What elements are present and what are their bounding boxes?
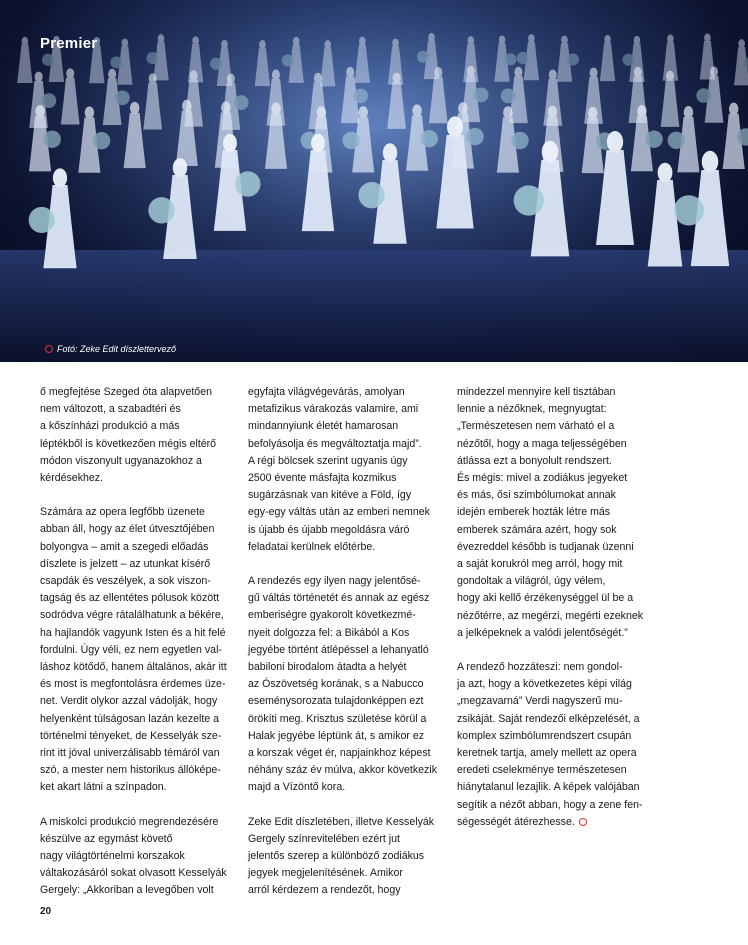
paragraph: A rendezés egy ilyen nagy jelentősé- gű váltás történetét és annak az egész emberiségre gyakorolt következmé- nyeit dolgozza fel: a Bikából a Kos jegyébe történt átlépéssel a lehanyatló babiloni birodalom átadta a helyét az Ószövetség korának, s a Nabucco eseménysorozata tulajdonképpen ezt örökíti meg. Krisztus születése körül a Halak jegyébe léptünk át, s amikor ez a korszak véget ér, napjainkhoz képest néhány száz év múlva, akkor következik majd a Vízöntő kora. — [248, 575, 438, 794]
stage-illustration — [0, 0, 748, 362]
paragraph: ő megfejtése Szeged óta alapvetően nem változott, a szabadtéri és a kőszínházi produkció a más léptékből is következően mégis eltérő módon viszonyult ugyanazokhoz a kérdésekhez. — [40, 386, 217, 485]
stage-photo — [0, 0, 748, 362]
paragraph: Számára az opera legfőbb üzenete abban áll, hogy az élet útvesztőjében bolyongva – amit a szegedi előadás díszlete is jelzett – az utunkat kísérő csapdák és veszélyek, a sok viszon- tagság és az ellentétes pólusok között sodródva végre rátalálhatunk a békére, ha hajlandók vagyunk Isten és a hit felé fordulni. Úgy véli, ez nem egyetlen val- láshoz kötődő, hanem általános, akár itt és most is megfontolásra érdemes üze- net. Verdit olykor azzal vádolják, hogy helyenként túlságosan lazán kezelte a történelmi tényeket, de Kesselyák sze- rint itt jóval univerzálisabb témáról van szó, a mester nem historikus állóképe- ket akart látni a színpadon. — [40, 506, 227, 794]
paragraph: Zeke Edit díszletében, illetve Kesselyák Gergely színrevitelében ezért jut jelentős szerep a különböző zodiákus jegyek megjelenítésének. Amikor arról kérdezem a rendezőt, hogy — [248, 815, 435, 897]
paragraph: mindezzel mennyire kell tisztában lennie a nézőknek, megnyugtat: „Természetesen nem várható el a nézőtől, hogy a maga teljességében átlássa ezt a bonyolult rendszert. És mégis: mivel a zodiákus jegyeket és más, ősi szimbólumokat annak idején emberek hozták létre más emberek számára azért, hogy sok évezreddel később is tudjanak üzenni a saját korukról meg arról, hogy mit gondoltak a világról, úgy vélem, hogy aki kellő érzékenységgel ül be a nézőtérre, az megérzi, megérti ezeknek a jelképeknek a valódi jelentőségét.” — [457, 386, 644, 639]
section-label: Premier — [40, 35, 98, 52]
article-end-icon — [579, 818, 587, 826]
paragraph-last — [457, 659, 657, 831]
article-column-2 — [248, 384, 448, 917]
article-column-1 — [40, 384, 240, 917]
paragraph-text: A rendező hozzáteszi: nem gondol- ja azt, hogy a következetes képi világ „megzavarná” Verdi nagyszerű mu- zsikáját. Saját rendezői elképzelését, a komplex szimbólumrendszert csupán keretnek tartja, amely mellett az opera eredeti cselekménye természetesen hiánytalanul lezajlik. A képek valójában segítik a nézőt abban, hogy a zene fen- ségességét átérezhesse. — [457, 661, 643, 828]
article-column-3 — [457, 384, 657, 848]
paragraph: egyfajta világvégevárás, amolyan metafizikus várakozás valamire, ami mindannyiunk életét hamarosan befolyásolja és megváltoztatja majd”. A régi bölcsek szerint ugyanis úgy 2500 évente másfajta kozmikus sugárzásnak van kitéve a Föld, így egy-egy váltás után az emberi nemnek is újabb és újabb megoldásra váró feladatai kerülnek előtérbe. — [248, 386, 430, 553]
caption-text: Fotó: Zeke Edit díszlettervező — [57, 344, 177, 354]
photo-caption — [45, 344, 176, 354]
page-number: 20 — [40, 906, 52, 917]
paragraph: A miskolci produkció megrendezésére készülve az egymást követő nagy világtörténelmi korszakok váltakozásáról sokat olvasott Kesselyák Gergely: „Akkoriban a levegőben volt — [40, 815, 227, 897]
caption-bullet-icon — [45, 345, 53, 353]
